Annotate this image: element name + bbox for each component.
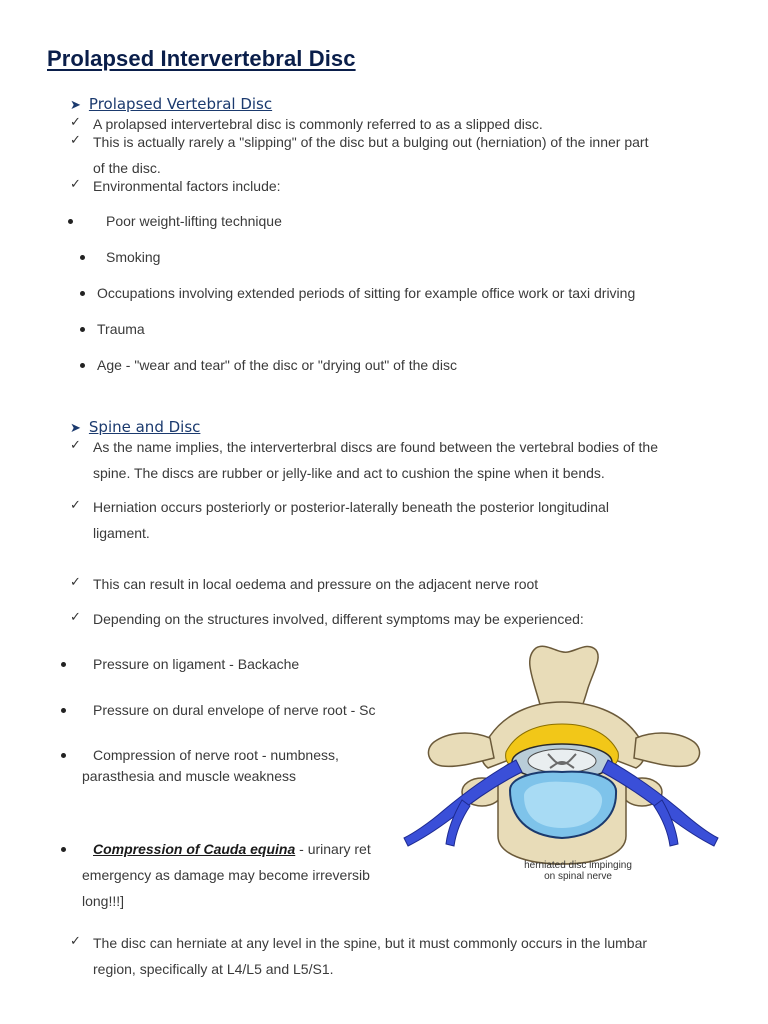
section-heading-text: Spine and Disc (88, 418, 201, 436)
list-item-continued: long!!!] (82, 893, 125, 909)
check-item: This is actually rarely a "slipping" of the disc but a bulging out (herniation) of the inner part (93, 134, 649, 150)
bullet-dot-icon (61, 847, 66, 852)
checkmark-icon: ✓ (70, 133, 81, 148)
bullet-dot-icon (80, 327, 85, 332)
arrow-bullet-icon: ➤ (70, 98, 81, 113)
figure-caption-line2: on spinal nerve (544, 871, 612, 882)
herniated-disc-illustration (398, 640, 724, 885)
arrow-bullet-icon: ➤ (70, 421, 81, 436)
list-item: Smoking (106, 249, 161, 265)
check-item-continued: spine. The discs are rubber or jelly-like and act to cushion the spine when it bends. (93, 465, 605, 481)
list-item: Pressure on ligament - Backache (93, 656, 300, 672)
list-item: Occupations involving extended periods of sitting for example office work or taxi driving (97, 285, 636, 301)
section-heading-text: Prolapsed Vertebral Disc (88, 95, 273, 113)
check-item: Depending on the structures involved, different symptoms may be experienced: (93, 611, 584, 627)
checkmark-icon: ✓ (70, 498, 81, 513)
list-item: Compression of nerve root - numbness, (93, 747, 339, 763)
page-title: Prolapsed Intervertebral Disc (47, 46, 356, 71)
bullet-dot-icon (68, 219, 73, 224)
transverse-process-right (634, 733, 700, 766)
bullet-dot-icon (61, 753, 66, 758)
check-item-continued: region, specifically at L4/L5 and L5/S1. (93, 961, 334, 977)
list-item-continued: emergency as damage may become irreversib (82, 867, 370, 883)
check-item-continued: of the disc. (93, 160, 161, 176)
section-heading-prolapsed (70, 95, 272, 113)
check-item: A prolapsed intervertebral disc is commonly referred to as a slipped disc. (93, 116, 543, 132)
checkmark-icon: ✓ (70, 575, 81, 590)
check-item: The disc can herniate at any level in the spine, but it must commonly occurs in the lumbar (93, 935, 648, 951)
section-heading-spine (70, 418, 200, 436)
list-item-cauda (93, 841, 371, 857)
checkmark-icon: ✓ (70, 115, 81, 130)
checkmark-icon: ✓ (70, 438, 81, 453)
checkmark-icon: ✓ (70, 610, 81, 625)
cauda-equina-emphasis: Compression of Cauda equina (93, 841, 296, 857)
bullet-dot-icon (80, 291, 85, 296)
check-item-continued: ligament. (93, 525, 150, 541)
bullet-dot-icon (80, 363, 85, 368)
figure-caption-line1: herniated disc impinging (524, 860, 632, 871)
list-item: Pressure on dural envelope of nerve root - Sc (93, 702, 376, 718)
checkmark-icon: ✓ (70, 177, 81, 192)
list-item: Poor weight-lifting technique (106, 213, 282, 229)
list-item: Trauma (97, 321, 145, 337)
bullet-dot-icon (80, 255, 85, 260)
bullet-dot-icon (61, 662, 66, 667)
vertebra-diagram (398, 640, 724, 885)
list-item: Age - "wear and tear" of the disc or "drying out" of the disc (97, 357, 457, 373)
cauda-text: - urinary ret (295, 841, 371, 857)
bullet-dot-icon (61, 708, 66, 713)
check-item: Environmental factors include: (93, 178, 281, 194)
check-item: As the name implies, the interverterbral discs are found between the vertebral bodies of the (93, 439, 658, 455)
check-item: Herniation occurs posteriorly or posterior-laterally beneath the posterior longitudinal (93, 499, 609, 515)
list-item-continued: parasthesia and muscle weakness (82, 768, 297, 784)
checkmark-icon: ✓ (70, 934, 81, 949)
check-item: This can result in local oedema and pressure on the adjacent nerve root (93, 576, 539, 592)
